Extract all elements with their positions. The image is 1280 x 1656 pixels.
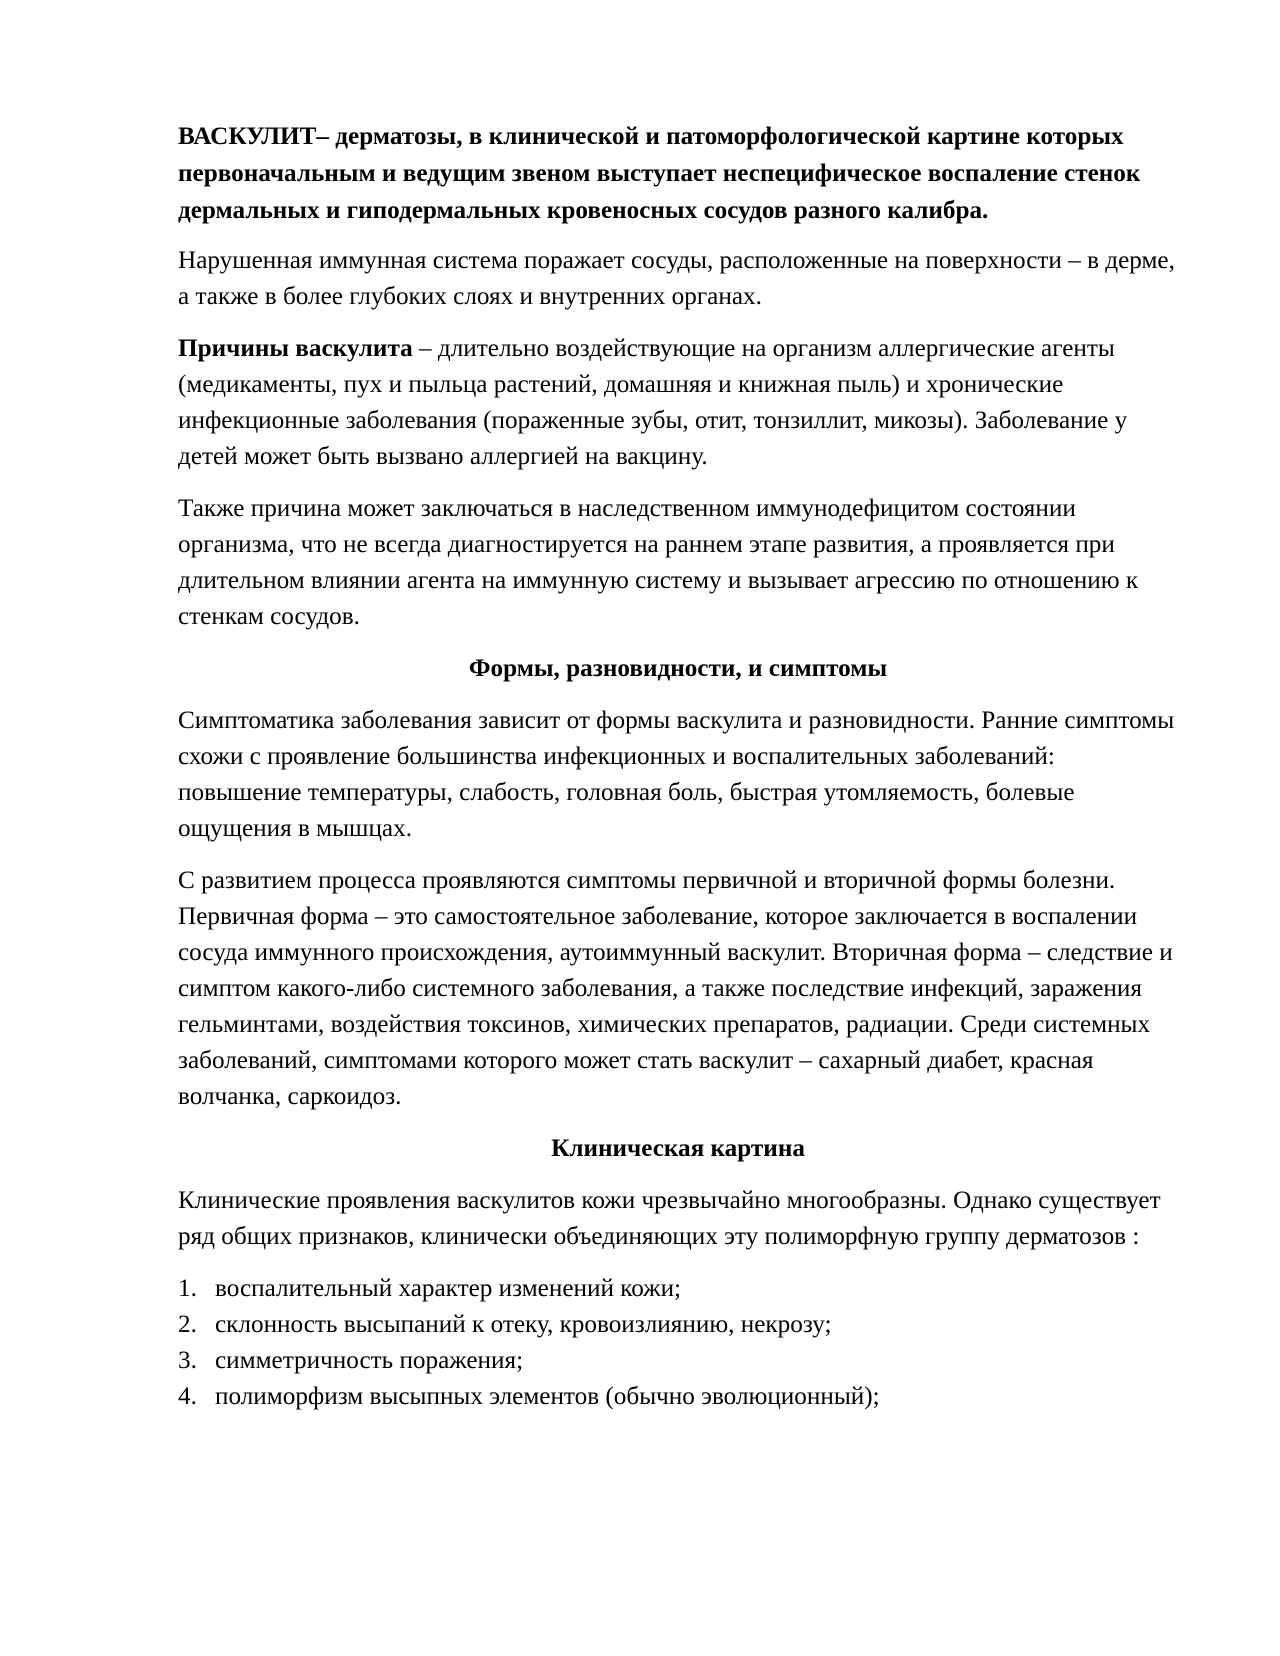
- list-item-number: 2.: [178, 1311, 197, 1338]
- causes-text: – длительно воздействующие на организм аллергические агенты (медикаменты, пух и пыльца растений, домашняя и книжная пыль) и хронические инфекционные заболевания (пораженные зубы, отит, тонзиллит, микозы). Заболевание у детей может быть вызвано аллергией на вакцину.: [178, 335, 1128, 470]
- list-item-text: склонность высыпаний к отеку, кровоизлиянию, некрозу;: [215, 1311, 832, 1338]
- list-item-text: симметричность поражения;: [215, 1347, 524, 1374]
- list-item: [178, 1307, 1178, 1343]
- signs-list: [178, 1271, 1178, 1415]
- symptoms-paragraph: Симптоматика заболевания зависит от формы васкулита и разновидности. Ранние симптомы схожи с проявление большинства инфекционных и воспалительных заболеваний: повышение температуры, слабость, головная боль, быстрая утомляемость, болевые ощущения в мышцах.: [178, 707, 1175, 842]
- forms-paragraph: С развитием процесса проявляются симптомы первичной и вторичной формы болезни. Первичная форма – это самостоятельное заболевание, которое заключается в воспалении сосуда иммунного происхождения, аутоиммунный васкулит. Вторичная форма – следствие и симптом какого-либо системного заболевания, а также последствие инфекций, заражения гельминтами, воздействия токсинов, химических препаратов, радиации. Среди системных заболеваний, симптомами которого может стать васкулит – сахарный диабет, красная волчанка, саркоидоз.: [178, 867, 1173, 1110]
- causes-label: Причины васкулита: [178, 335, 413, 362]
- list-item-text: воспалительный характер изменений кожи;: [215, 1275, 682, 1302]
- list-item-number: 1.: [178, 1275, 197, 1302]
- definition-paragraph: ВАСКУЛИТ– дерматозы, в клинической и патоморфологической картине которых первоначальным и ведущим звеном выступает неспецифическое воспаление стенок дермальных и гиподермальных кровеносных сосудов разного калибра.: [178, 123, 1141, 224]
- list-item: [178, 1343, 1178, 1379]
- forms-heading: Формы, разновидности, и симптомы: [468, 655, 888, 682]
- clinical-heading: Клиническая картина: [551, 1135, 805, 1162]
- list-item-number: 3.: [178, 1347, 197, 1374]
- list-item: [178, 1271, 1178, 1307]
- immune-system-paragraph: Нарушенная иммунная система поражает сосуды, расположенные на поверхности – в дерме, а также в более глубоких слоях и внутренних органах.: [178, 247, 1175, 310]
- causes-paragraph: [178, 331, 1178, 475]
- clinical-paragraph: Клинические проявления васкулитов кожи чрезвычайно многообразны. Однако существует ряд общих признаков, клинически объединяющих эту полиморфную группу дерматозов :: [178, 1187, 1161, 1250]
- document-page: [178, 118, 1178, 1415]
- list-item-number: 4.: [178, 1383, 197, 1410]
- list-item: [178, 1379, 1178, 1415]
- hereditary-paragraph: Также причина может заключаться в наследственном иммунодефицитом состоянии организма, что не всегда диагностируется на раннем этапе развития, а проявляется при длительном влиянии агента на иммунную систему и вызывает агрессию по отношению к стенкам сосудов.: [178, 495, 1139, 630]
- list-item-text: полиморфизм высыпных элементов (обычно эволюционный);: [215, 1383, 880, 1410]
